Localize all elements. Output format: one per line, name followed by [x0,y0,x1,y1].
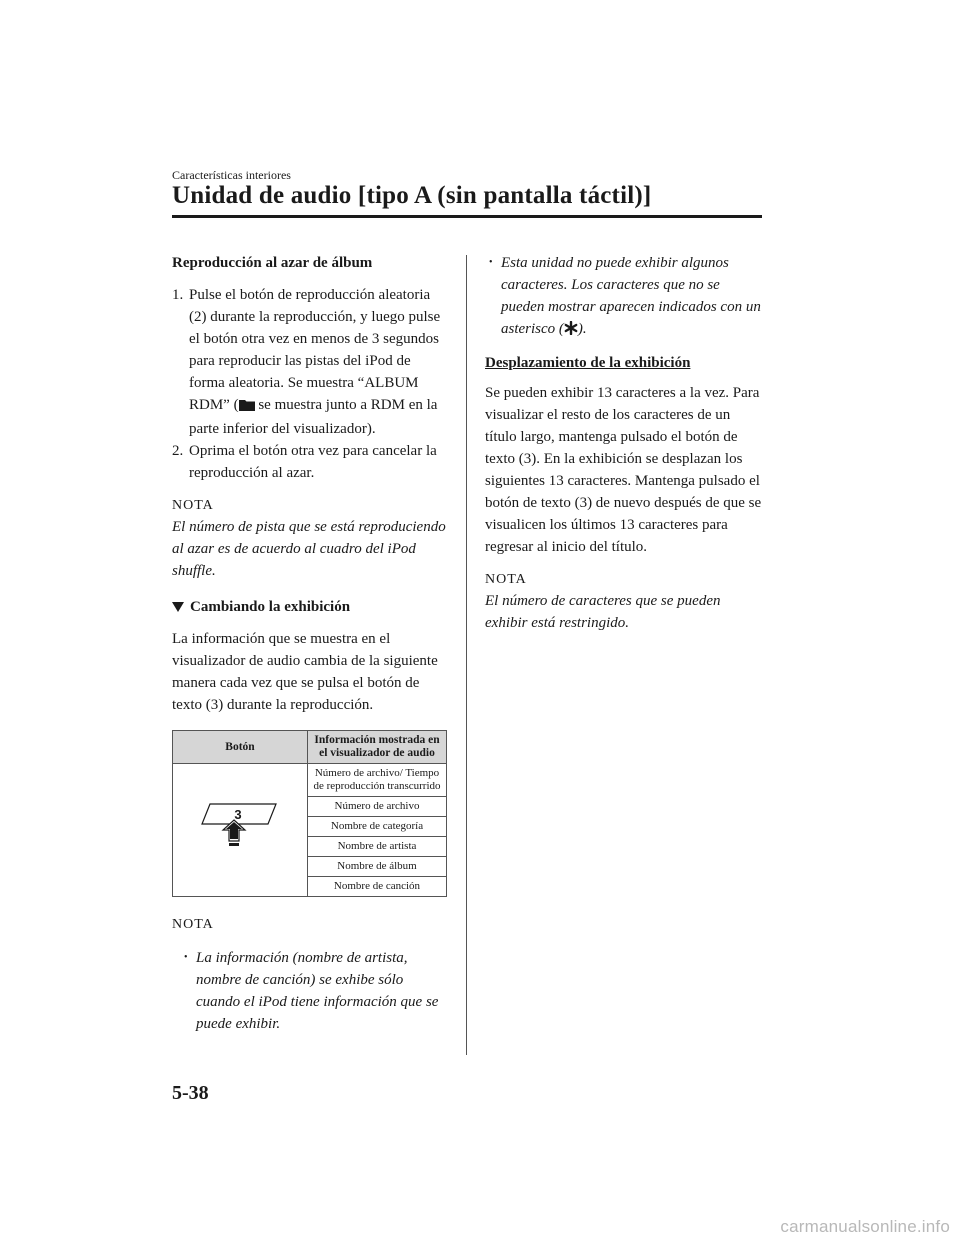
left-column [172,252,447,1035]
display-table [172,730,447,897]
nota-label: NOTA [485,572,527,587]
nota-label: NOTA [172,917,214,932]
scroll-paragraph: Se pueden exhibir 13 caracteres a la vez. Para visualizar el resto de los caracteres de un título largo, mantenga pulsado el botón de texto (3). En la exhibición se desplazan los siguientes 13 caracteres. Mantenga pulsado el botón de texto (3) de nuevo después de que se visualicen los últimos 13 caracteres para regresar al inicio del título. [485,385,762,555]
bullet-dot-icon: • [489,257,493,268]
table-header-info: Información mostrada en el visualizador de audio [308,731,447,764]
table-cell: Nombre de artista [308,837,447,857]
steps-list [172,284,447,484]
table-cell: Número de archivo [308,797,447,817]
nota-bullet-text-end: ). [577,321,587,337]
page-number: 5-38 [172,1082,209,1104]
section-label: Características interiores [172,168,291,182]
table-cell: Nombre de categoría [308,817,447,837]
table-cell: Nombre de canción [308,877,447,897]
title-rule [172,215,762,218]
button-cell [173,764,308,897]
display-heading: Cambiando la exhibición [172,596,447,618]
table-row [173,764,447,797]
asterisk-icon [564,320,578,342]
text-button-icon [198,798,282,858]
display-paragraph: La información que se muestra en el visualizador de audio cambia de la siguiente manera cada vez que se pulsa el botón de texto (3) durante la reproducción. [172,631,438,713]
right-column [485,252,762,634]
bullet-dot-icon: • [184,952,188,963]
step-1 [172,284,447,440]
nota-bullet-text: Esta unidad no puede exhibir algunos caracteres. Los caracteres que no se pueden mostrar aparecen indicados con un asterisco ( [501,255,761,337]
nota-bullet-text: La información (nombre de artista, nombre de canción) se exhibe sólo cuando el iPod tiene información que se puede exhibir. [196,950,439,1032]
step-text-end: se muestra junto a RDM en la parte inferior del visualizador). [189,397,438,437]
column-divider [466,255,467,1055]
scroll-heading: Desplazamiento de la exhibición [485,355,691,371]
album-shuffle-heading: Reproducción al azar de álbum [172,255,373,271]
table-cell: Número de archivo/ Tiempo de reproducción transcurrido [308,764,447,797]
nota-text: El número de caracteres que se pueden exhibir está restringido. [485,593,721,631]
button-number-label: 3 [234,807,242,822]
page-title: Unidad de audio [tipo A (sin pantalla táctil)] [172,182,652,209]
step-text: Pulse el botón de reproducción aleatoria (2) durante la reproducción, y luego pulse el botón otra vez en menos de 3 segundos para reproducir las pistas del iPod de forma aleatoria. Se muestra “ALBUM RDM” ( [189,287,441,413]
watermark: carmanualsonline.info [780,1217,950,1236]
table-cell: Nombre de álbum [308,857,447,877]
nota-text: El número de pista que se está reproduciendo al azar es de acuerdo al cuadro del iPod shuffle. [172,519,446,579]
nota-bullet [485,252,762,342]
step-number: 2. [172,443,184,459]
step-text: Oprima el botón otra vez para cancelar la reproducción al azar. [189,443,437,481]
nota-label: NOTA [172,498,214,513]
triangle-down-icon [172,602,184,612]
folder-icon [239,396,255,418]
step-number: 1. [172,287,184,303]
nota-bullet [172,947,447,1035]
table-header-button: Botón [173,731,308,764]
table-header-row [173,731,447,764]
step-2 [172,440,447,484]
